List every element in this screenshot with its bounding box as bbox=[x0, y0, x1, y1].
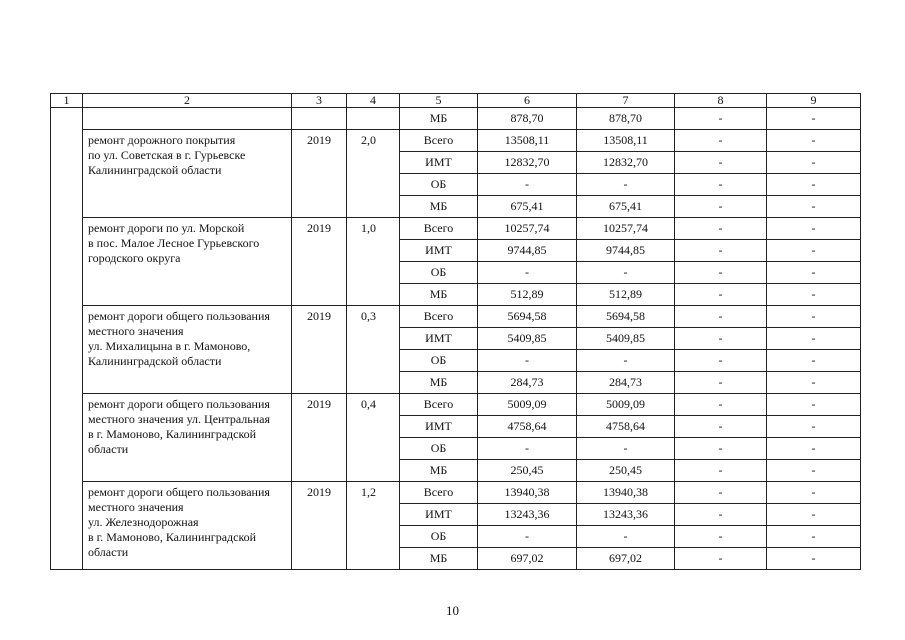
project-name-cell bbox=[83, 306, 292, 394]
table-row bbox=[51, 482, 861, 504]
value-col6-cell: 5409,85 bbox=[478, 328, 577, 350]
value-col8-cell: - bbox=[675, 438, 767, 460]
value-col9-cell: - bbox=[767, 174, 861, 196]
category-cell: ИМТ bbox=[400, 240, 478, 262]
year-cell: 2019 bbox=[292, 218, 347, 306]
index-cell bbox=[51, 108, 83, 570]
length-cell: 2,0 bbox=[347, 130, 400, 218]
project-name-line: местного значения bbox=[88, 324, 184, 338]
category-cell: ОБ bbox=[400, 262, 478, 284]
value-col9-cell: - bbox=[767, 504, 861, 526]
value-col7-cell: - bbox=[577, 350, 675, 372]
column-header-8: 8 bbox=[675, 94, 767, 108]
year-cell: 2019 bbox=[292, 482, 347, 570]
value-col9-cell: - bbox=[767, 130, 861, 152]
column-header-4: 4 bbox=[347, 94, 400, 108]
column-header-9: 9 bbox=[767, 94, 861, 108]
value-col8-cell: - bbox=[675, 130, 767, 152]
category-cell: МБ bbox=[400, 108, 478, 130]
project-name-line: ремонт дороги общего пользования bbox=[88, 309, 270, 323]
project-name-cell bbox=[83, 218, 292, 306]
year-cell: 2019 bbox=[292, 394, 347, 482]
column-header-3: 3 bbox=[292, 94, 347, 108]
category-cell: ИМТ bbox=[400, 504, 478, 526]
value-col7-cell: 4758,64 bbox=[577, 416, 675, 438]
value-col6-cell: 5009,09 bbox=[478, 394, 577, 416]
value-col8-cell: - bbox=[675, 306, 767, 328]
table-row bbox=[51, 130, 861, 152]
year-cell bbox=[292, 108, 347, 130]
value-col8-cell: - bbox=[675, 284, 767, 306]
value-col9-cell: - bbox=[767, 240, 861, 262]
column-header-7: 7 bbox=[577, 94, 675, 108]
value-col7-cell: 5009,09 bbox=[577, 394, 675, 416]
project-name-line: ул. Железнодорожная bbox=[88, 515, 199, 529]
category-cell: ИМТ bbox=[400, 328, 478, 350]
value-col6-cell: - bbox=[478, 438, 577, 460]
value-col9-cell: - bbox=[767, 218, 861, 240]
year-cell: 2019 bbox=[292, 306, 347, 394]
value-col6-cell: 13940,38 bbox=[478, 482, 577, 504]
project-name-cell bbox=[83, 130, 292, 218]
value-col9-cell: - bbox=[767, 152, 861, 174]
value-col7-cell: 5694,58 bbox=[577, 306, 675, 328]
table-row bbox=[51, 306, 861, 328]
project-name-line: городского округа bbox=[88, 251, 181, 265]
value-col6-cell: 9744,85 bbox=[478, 240, 577, 262]
value-col8-cell: - bbox=[675, 152, 767, 174]
value-col6-cell: 697,02 bbox=[478, 548, 577, 570]
value-col6-cell: - bbox=[478, 526, 577, 548]
category-cell: ОБ bbox=[400, 350, 478, 372]
value-col7-cell: 878,70 bbox=[577, 108, 675, 130]
year-cell: 2019 bbox=[292, 130, 347, 218]
value-col8-cell: - bbox=[675, 328, 767, 350]
category-cell: МБ bbox=[400, 284, 478, 306]
category-cell: МБ bbox=[400, 548, 478, 570]
value-col6-cell: 13508,11 bbox=[478, 130, 577, 152]
project-name-line: местного значения ул. Центральная bbox=[88, 412, 270, 426]
value-col8-cell: - bbox=[675, 108, 767, 130]
name-cell bbox=[83, 108, 292, 130]
value-col6-cell: 5694,58 bbox=[478, 306, 577, 328]
value-col6-cell: - bbox=[478, 350, 577, 372]
page-number: 10 bbox=[446, 603, 459, 618]
table-body bbox=[51, 108, 861, 570]
project-name-line: в г. Мамоново, Калининградской bbox=[88, 427, 257, 441]
value-col8-cell: - bbox=[675, 196, 767, 218]
length-cell: 1,0 bbox=[347, 218, 400, 306]
value-col9-cell: - bbox=[767, 460, 861, 482]
category-cell: Всего bbox=[400, 482, 478, 504]
value-col9-cell: - bbox=[767, 284, 861, 306]
value-col9-cell: - bbox=[767, 438, 861, 460]
project-name-line: ремонт дороги по ул. Морской bbox=[88, 221, 245, 235]
column-header-1: 1 bbox=[51, 94, 83, 108]
value-col6-cell: 512,89 bbox=[478, 284, 577, 306]
project-name-line: ремонт дороги общего пользования bbox=[88, 485, 270, 499]
value-col8-cell: - bbox=[675, 372, 767, 394]
project-name-line: ремонт дороги общего пользования bbox=[88, 397, 270, 411]
category-cell: МБ bbox=[400, 460, 478, 482]
column-header-2: 2 bbox=[83, 94, 292, 108]
category-cell: ИМТ bbox=[400, 152, 478, 174]
length-cell: 1,2 bbox=[347, 482, 400, 570]
project-name-line: Калининградской области bbox=[88, 354, 222, 368]
column-header-5: 5 bbox=[400, 94, 478, 108]
value-col7-cell: 10257,74 bbox=[577, 218, 675, 240]
value-col7-cell: 5409,85 bbox=[577, 328, 675, 350]
table-row bbox=[51, 394, 861, 416]
length-cell bbox=[347, 108, 400, 130]
project-name-line: ремонт дорожного покрытия bbox=[88, 133, 236, 147]
project-name-line: Калининградской области bbox=[88, 163, 222, 177]
value-col9-cell: - bbox=[767, 416, 861, 438]
value-col9-cell: - bbox=[767, 262, 861, 284]
category-cell: Всего bbox=[400, 130, 478, 152]
value-col7-cell: - bbox=[577, 262, 675, 284]
value-col8-cell: - bbox=[675, 350, 767, 372]
category-cell: ИМТ bbox=[400, 416, 478, 438]
value-col7-cell: - bbox=[577, 438, 675, 460]
project-name-line: в пос. Малое Лесное Гурьевского bbox=[88, 236, 260, 250]
value-col7-cell: 697,02 bbox=[577, 548, 675, 570]
value-col6-cell: 250,45 bbox=[478, 460, 577, 482]
project-name-line: по ул. Советская в г. Гурьевске bbox=[88, 148, 246, 162]
project-name-line: местного значения bbox=[88, 500, 184, 514]
value-col9-cell: - bbox=[767, 372, 861, 394]
length-cell: 0,3 bbox=[347, 306, 400, 394]
project-name-cell bbox=[83, 394, 292, 482]
value-col7-cell: 13243,36 bbox=[577, 504, 675, 526]
value-col7-cell: 284,73 bbox=[577, 372, 675, 394]
value-col8-cell: - bbox=[675, 262, 767, 284]
value-col6-cell: 10257,74 bbox=[478, 218, 577, 240]
value-col8-cell: - bbox=[675, 482, 767, 504]
value-col8-cell: - bbox=[675, 460, 767, 482]
value-col8-cell: - bbox=[675, 548, 767, 570]
value-col9-cell: - bbox=[767, 350, 861, 372]
value-col7-cell: 512,89 bbox=[577, 284, 675, 306]
value-col9-cell: - bbox=[767, 482, 861, 504]
column-number-header bbox=[51, 94, 861, 108]
value-col8-cell: - bbox=[675, 504, 767, 526]
value-col7-cell: 12832,70 bbox=[577, 152, 675, 174]
category-cell: Всего bbox=[400, 306, 478, 328]
value-col9-cell: - bbox=[767, 394, 861, 416]
project-name-line: ул. Михалицына в г. Мамоново, bbox=[88, 339, 251, 353]
value-col9-cell: - bbox=[767, 306, 861, 328]
value-col8-cell: - bbox=[675, 394, 767, 416]
value-col9-cell: - bbox=[767, 328, 861, 350]
value-col7-cell: 675,41 bbox=[577, 196, 675, 218]
value-col6-cell: 284,73 bbox=[478, 372, 577, 394]
value-col6-cell: - bbox=[478, 262, 577, 284]
value-col8-cell: - bbox=[675, 174, 767, 196]
project-name-line: в г. Мамоново, Калининградской bbox=[88, 530, 257, 544]
category-cell: МБ bbox=[400, 372, 478, 394]
value-col6-cell: 878,70 bbox=[478, 108, 577, 130]
value-col8-cell: - bbox=[675, 416, 767, 438]
value-col9-cell: - bbox=[767, 108, 861, 130]
value-col6-cell: 13243,36 bbox=[478, 504, 577, 526]
category-cell: МБ bbox=[400, 196, 478, 218]
project-name-cell bbox=[83, 482, 292, 570]
value-col7-cell: 250,45 bbox=[577, 460, 675, 482]
value-col6-cell: 4758,64 bbox=[478, 416, 577, 438]
table-row bbox=[51, 108, 861, 130]
category-cell: ОБ bbox=[400, 174, 478, 196]
column-header-6: 6 bbox=[478, 94, 577, 108]
table-row bbox=[51, 218, 861, 240]
value-col6-cell: 675,41 bbox=[478, 196, 577, 218]
value-col6-cell: 12832,70 bbox=[478, 152, 577, 174]
financing-table bbox=[50, 93, 861, 570]
value-col7-cell: 13508,11 bbox=[577, 130, 675, 152]
category-cell: ОБ bbox=[400, 526, 478, 548]
project-name-line: области bbox=[88, 442, 129, 456]
category-cell: Всего bbox=[400, 394, 478, 416]
value-col7-cell: - bbox=[577, 174, 675, 196]
value-col8-cell: - bbox=[675, 218, 767, 240]
value-col7-cell: 13940,38 bbox=[577, 482, 675, 504]
category-cell: Всего bbox=[400, 218, 478, 240]
value-col9-cell: - bbox=[767, 196, 861, 218]
value-col8-cell: - bbox=[675, 240, 767, 262]
project-name-line: области bbox=[88, 545, 129, 559]
value-col7-cell: 9744,85 bbox=[577, 240, 675, 262]
value-col9-cell: - bbox=[767, 526, 861, 548]
value-col6-cell: - bbox=[478, 174, 577, 196]
value-col9-cell: - bbox=[767, 548, 861, 570]
value-col8-cell: - bbox=[675, 526, 767, 548]
value-col7-cell: - bbox=[577, 526, 675, 548]
category-cell: ОБ bbox=[400, 438, 478, 460]
length-cell: 0,4 bbox=[347, 394, 400, 482]
